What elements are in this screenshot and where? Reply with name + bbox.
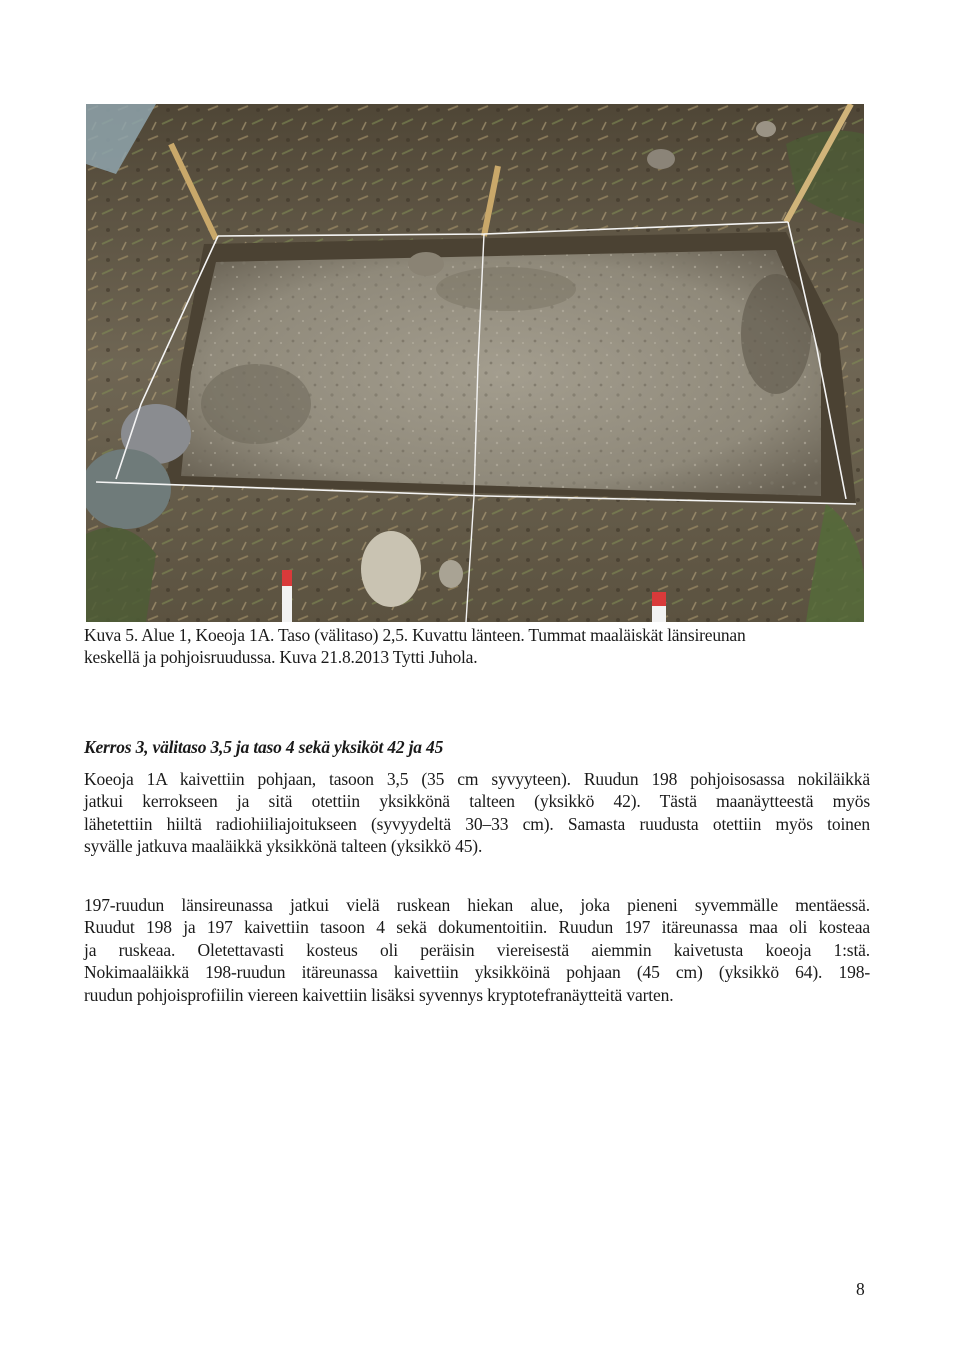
section-heading: Kerros 3, välitaso 3,5 ja taso 4 sekä yksiköt 42 ja 45 xyxy=(84,737,444,757)
paragraph-line: Ruudut 198 ja 197 kaivettiin tasoon 4 sekä dokumentoitiin. Ruudun 197 itäreunassa maa oli kosteaa xyxy=(84,917,870,938)
caption-line: Kuva 5. Alue 1, Koeoja 1A. Taso (välitaso) 2,5. Kuvattu länteen. Tummat maaläiskät länsireunan xyxy=(84,625,746,645)
paragraph-line: lähetettiin hiiltä radiohiiliajoitukseen (syvyydeltä 30–33 cm). Samasta ruudusta otettiin myös toinen xyxy=(84,813,870,834)
paragraph-line: ja ruskeaa. Oletettavasti kosteus oli peräisin viereisestä aiemmin kaivetusta koeoja 1:stä. xyxy=(84,939,870,960)
paragraph-line: Koeoja 1A kaivettiin pohjaan, tasoon 3,5 (35 cm syvyyteen). Ruudun 198 pohjoisosassa nokiläikkä xyxy=(84,769,870,789)
paragraph-line: ruudun pohjoisprofiilin viereen kaivettiin lisäksi syvennys kryptotefranäytteitä varten. xyxy=(84,984,674,1005)
paragraph-line: Nokimaaläikkä 198-ruudun itäreunassa kaivettiin yksikköinä pohjaan (45 cm) (yksikkö 64). 198- xyxy=(84,962,870,983)
figure-caption xyxy=(84,624,884,668)
body-paragraph xyxy=(84,894,870,1006)
body-paragraph xyxy=(84,768,870,858)
excavation-photo xyxy=(86,104,864,622)
paragraph-line: syvälle jatkuva maaläikkä yksikkönä talteen (yksikkö 45). xyxy=(84,836,483,857)
paragraph-line: 197-ruudun länsireunassa jatkui vielä ruskean hiekan alue, joka pieneni syvemmälle mentäessä. xyxy=(84,895,870,915)
caption-line: keskellä ja pohjoisruudussa. Kuva 21.8.2013 Tytti Juhola. xyxy=(84,647,478,667)
paragraph-line: jatkui kerrokseen ja sitä otettiin yksikkönä talteen (yksikkö 42). Tästä maanäytteestä myös xyxy=(84,791,870,812)
page-number: 8 xyxy=(856,1279,865,1299)
